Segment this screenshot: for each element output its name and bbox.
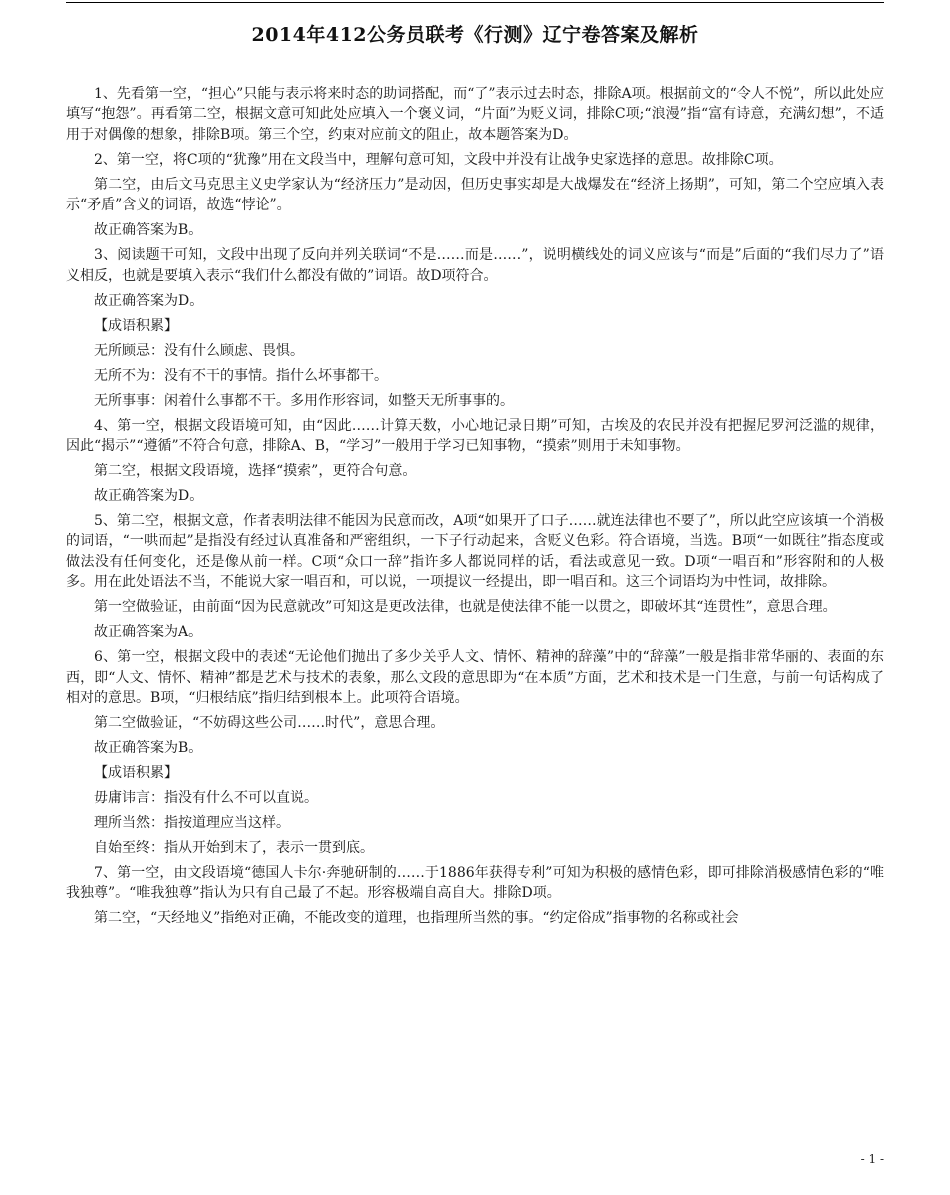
paragraph: 第二空，由后文马克思主义史学家认为“经济压力”是动因，但历史事实却是大战爆发在“经济上扬期”，可知，第二个空应填入表示“矛盾”含义的词语，故选“悖论”。 xyxy=(66,176,884,214)
paragraph: 6、第一空，根据文段中的表述“无论他们抛出了多少关乎人文、情怀、精神的辞藻”中的“辞藻”一般是指非常华丽的、表面的东西，即“人文、情怀、精神”都是艺术与技术的表象，那么文段的意思即为“在本质”方面，艺术和技术是一门生意，与前一句话构成了相对的意思。B项，“归根结底”指归结到根本上。此项符合语境。 xyxy=(66,649,884,707)
page-number: - 1 - xyxy=(860,1152,884,1166)
idiom-entry: 无所顾忌：没有什么顾虑、畏惧。 xyxy=(94,342,304,359)
paragraph: 第二空，根据文段语境，选择“摸索”，更符合句意。 xyxy=(94,463,417,480)
paragraph: 第二空，“天经地义”指绝对正确，不能改变的道理，也指理所当然的事。“约定俗成”指事物的名称或社会 xyxy=(94,910,739,927)
paragraph: 2、第一空，将C项的“犹豫”用在文段当中，理解句意可知，文段中并没有让战争史家选择的意思。故排除C项。 xyxy=(94,151,783,168)
document-body xyxy=(66,84,884,933)
idiom-entry: 无所不为：没有不干的事情。指什么坏事都干。 xyxy=(94,367,388,384)
paragraph: 第一空做验证，由前面“因为民意就改”可知这是更改法律，也就是使法律不能一以贯之，即破坏其“连贯性”，意思合理。 xyxy=(94,599,837,616)
paragraph: 故正确答案为D。 xyxy=(94,292,204,309)
document-title: 2014年412公务员联考《行测》辽宁卷答案及解析 xyxy=(251,24,699,46)
paragraph: 故正确答案为D。 xyxy=(94,488,204,505)
section-heading: 【成语积累】 xyxy=(94,765,178,782)
paragraph: 7、第一空，由文段语境“德国人卡尔·奔驰研制的……于1886年获得专利”可知为积极的感情色彩，即可排除消极感情色彩的“唯我独尊”。“唯我独尊”指认为只有自己最了不起。形容极端自高自大。排除D项。 xyxy=(66,865,884,902)
idiom-entry: 毋庸讳言：指没有什么不可以直说。 xyxy=(94,790,318,807)
paragraph: 故正确答案为B。 xyxy=(94,222,203,239)
paragraph: 4、第一空，根据文段语境可知，由“因此……计算天数，小心地记录日期”可知，古埃及的农民并没有把握尼罗河泛滥的规律，因此“揭示”“遵循”不符合句意，排除A、B，“学习”一般用于学习已知事物，“摸索”则用于未知事物。 xyxy=(66,417,884,455)
paragraph: 5、第二空，根据文意，作者表明法律不能因为民意而改，A项“如果开了口子……就连法律也不要了”，所以此空应该填一个消极的词语，“一哄而起”是指没有经过认真准备和严密组织，一下子行动起来，含贬义色彩。符合语境，当选。B项“一如既往”指态度或做法没有任何变化，还是像从前一样。C项“众口一辞”指许多人都说同样的话，看法或意见一致。D项“一唱百和”形容附和的人极多。用在此处语法不当，不能说大家一唱百和，可以说，一项提议一经提出，即一唱百和。这三个词语均为中性词，故排除。 xyxy=(66,513,884,591)
idiom-entry: 无所事事：闲着什么事都不干。多用作形容词，如整天无所事事的。 xyxy=(94,392,514,409)
section-heading: 【成语积累】 xyxy=(94,317,178,334)
header-rule xyxy=(66,2,884,3)
paragraph: 第二空做验证，“不妨碍这些公司……时代”，意思合理。 xyxy=(94,715,445,732)
idiom-entry: 自始至终：指从开始到末了，表示一贯到底。 xyxy=(94,840,374,857)
paragraph: 3、阅读题干可知，文段中出现了反向并列关联词“不是……而是……”，说明横线处的词义应该与“而是”后面的“我们尽力了”语义相反，也就是要填入表示“我们什么都没有做的”词语。故D项符合。 xyxy=(66,247,884,284)
paragraph: 故正确答案为A。 xyxy=(94,624,203,641)
idiom-entry: 理所当然：指按道理应当这样。 xyxy=(94,815,290,832)
paragraph: 故正确答案为B。 xyxy=(94,740,203,757)
paragraph: 1、先看第一空，“担心”只能与表示将来时态的助词搭配，而“了”表示过去时态，排除A项。根据前文的“令人不悦”，所以此处应填写“抱怨”。再看第二空，根据文意可知此处应填入一个褒义词，“片面”为贬义词，排除C项;“浪漫”指“富有诗意，充满幻想”，不适用于对偶像的想象，排除B项。第三个空，约束对应前文的阻止，故本题答案为D。 xyxy=(66,86,884,143)
